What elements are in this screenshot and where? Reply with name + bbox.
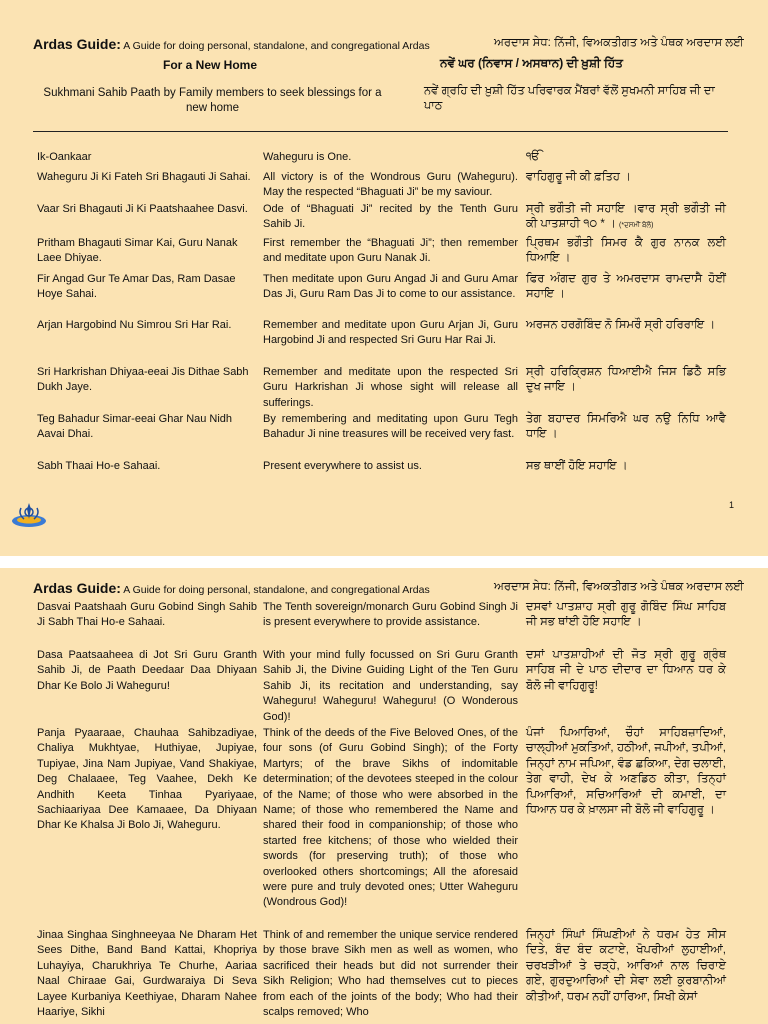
row-translit: Fir Angad Gur Te Amar Das, Ram Dasae Hoye Sahai.: [37, 273, 236, 301]
recite-note: (*ਦਸਮੀਂ ਬੋਲੋ): [619, 222, 654, 230]
page-2: [0, 568, 768, 1024]
row-translit: Ik-Oankaar: [37, 151, 92, 163]
header-title-gurmukhi: ਅਰਦਾਸ ਸੇਧ: ਨਿੱਜੀ, ਵਿਅਕਤੀਗਤ ਅਤੇ ਪੰਥਕ ਅਰਦਾਸ ਲਈ: [494, 37, 744, 49]
row-gurmukhi: ਤੇਗ ਬਹਾਦਰ ਸਿਮਰਿਐ ਘਰ ਨਉ ਨਿਧਿ ਆਵੈ ਧਾਇ ।: [526, 413, 726, 441]
row-english: Think of the deeds of the Five Beloved Ones, of the four sons (of Guru Gobind Singh); of the Forty Martyrs; of the brave Sikhs of indomitable determination; of the devotees steeped in the colour of the Name; of those who were absorbed in the Name; of those who remembered the Name and shared their food in companionship; of those who started free kitchens; of those who wielded their swords (for preserving truth); of those who overlooked others shortcomings; All the aforesaid were pure and truly devoted ones; Utter Waheguru (Wondrous God)!: [263, 727, 518, 909]
intro-text-gurmukhi: ਨਵੇਂ ਗ੍ਰਹਿ ਦੀ ਖ਼ੁਸ਼ੀ ਹਿੱਤ ਪਰਿਵਾਰਕ ਮੈਂਬਰਾਂ ਵੱਲੋਂ ਸੁਖਮਨੀ ਸਾਹਿਬ ਜੀ ਦਾ ਪਾਠ: [424, 85, 715, 112]
row-gurmukhi: ਜਿਨ੍ਹਾਂ ਸਿੰਘਾਂ ਸਿੰਘਣੀਆਂ ਨੇ ਧਰਮ ਹੇਤ ਸੀਸ ਦਿਤੇ, ਬੰਦ ਬੰਦ ਕਟਾਏ, ਖੋਪਰੀਆਂ ਲੁਹਾਈਆਂ, ਚਰਖੜੀਆਂ ਤੇ ਚੜ੍ਹੇ, ਆਰਿਆਂ ਨਾਲ ਚਿਰਾਏ ਗਏ, ਗੁਰਦੁਆਰਿਆਂ ਦੀ ਸੇਵਾ ਲਈ ਕੁਰਬਾਨੀਆਂ ਕੀਤੀਆਂ, ਧਰਮ ਨਹੀਂ ਹਾਰਿਆ, ਸਿਖੀ ਕੇਸਾਂ: [526, 929, 726, 1003]
row-gurmukhi: ਪੰਜਾਂ ਪਿਆਰਿਆਂ, ਚੌਹਾਂ ਸਾਹਿਬਜ਼ਾਦਿਆਂ, ਚਾਲ੍ਹੀਆਂ ਮੁਕਤਿਆਂ, ਹਠੀਆਂ, ਜਪੀਆਂ, ਤਪੀਆਂ, ਜਿਨ੍ਹਾਂ ਨਾਮ ਜਪਿਆ, ਵੰਡ ਛਕਿਆ, ਦੇਗ ਚਲਾਈ, ਤੇਗ ਵਾਹੀ, ਦੇਖ ਕੇ ਅਣਡਿਠ ਕੀਤਾ, ਤਿਨ੍ਹਾਂ ਪਿਆਰਿਆਂ, ਸਚਿਆਰਿਆਂ ਦੀ ਕਮਾਈ, ਦਾ ਧਿਆਨ ਧਰ ਕੇ ਖ਼ਾਲਸਾ ਜੀ ਬੋਲੋ ਜੀ ਵਾਹਿਗੁਰੂ ।: [526, 727, 726, 817]
row-translit: Teg Bahadur Simar-eeai Ghar Nau Nidh Aavai Dhai.: [37, 413, 233, 441]
row-gurmukhi: ਸ੍ਰੀ ਹਰਿਕ੍ਰਿਸ਼ਨ ਧਿਆਈਐ ਜਿਸ ਡਿਠੈ ਸਭਿ ਦੁਖ ਜਾਇ ।: [526, 366, 726, 394]
row-translit: Waheguru Ji Ki Fateh Sri Bhagauti Ji Sahai.: [37, 171, 251, 183]
row-gurmukhi: ਵਾਹਿਗੁਰੂ ਜੀ ਕੀ ਫ਼ਤਿਹ ।: [526, 171, 631, 183]
row-gurmukhi: ਪ੍ਰਿਥਮ ਭਗੌਤੀ ਸਿਮਰ ਕੈ ਗੁਰ ਨਾਨਕ ਲਈ ਧਿਆਇ ।: [526, 237, 726, 265]
row-translit: Vaar Sri Bhagauti Ji Ki Paatshaahee Dasvi.: [37, 203, 248, 215]
row-english: Present everywhere to assist us.: [263, 460, 422, 472]
row-english: Remember and meditate upon Guru Arjan Ji, Guru Hargobind Ji and respected Sri Guru Har Rai Ji.: [263, 319, 518, 347]
row-gurmukhi: ੴ: [526, 151, 540, 163]
row-english: Remember and meditate upon the respected Sri Guru Harkrishan Ji whose sight will release all sufferings.: [263, 366, 518, 409]
row-translit: Dasvai Paatshaah Guru Gobind Singh Sahib Ji Sabh Thai Ho-e Sahaai.: [37, 601, 257, 629]
row-gurmukhi: ਦਸਾਂ ਪਾਤਸ਼ਾਹੀਆਂ ਦੀ ਜੋਤ ਸ੍ਰੀ ਗੁਰੂ ਗ੍ਰੰਥ ਸਾਹਿਬ ਜੀ ਦੇ ਪਾਠ ਦੀਦਾਰ ਦਾ ਧਿਆਨ ਧਰ ਕੇ ਬੋਲੋ ਜੀ ਵਾਹਿਗੁਰੂ!: [526, 649, 726, 692]
row-translit: Jinaa Singhaa Singhneeyaa Ne Dharam Het Sees Dithe, Band Band Kattai, Khopriya Luhayiya, Charukhriya Te Churhe, Aariaa Naal Chiraae Gai, Gurdwaraiya Di Seva Layee Kurbaniya Keethiyae, Dharam Nahee Haariye, Sikhi: [37, 929, 257, 1019]
header-title-gurmukhi: ਅਰਦਾਸ ਸੇਧ: ਨਿੱਜੀ, ਵਿਅਕਤੀਗਤ ਅਤੇ ਪੰਥਕ ਅਰਦਾਸ ਲਈ: [494, 581, 744, 593]
row-english: Ode of “Bhaguati Ji” recited by the Tenth Guru Sahib Ji.: [263, 203, 518, 231]
row-gurmukhi: ਅਰਜਨ ਹਰਗੋਬਿੰਦ ਨੋ ਸਿਮਰੌ ਸ੍ਰੀ ਹਰਿਰਾਇ ।: [526, 319, 716, 331]
subtitle: For a New Home: [162, 58, 258, 72]
row-translit: Pritham Bhagauti Simar Kai, Guru Nanak Laee Dhiyae.: [37, 237, 238, 265]
header-title: Ardas Guide: A Guide for doing personal, standalone, and congregational Ardas: [33, 36, 430, 52]
row-english: All victory is of the Wondrous Guru (Waheguru). May the respected “Bhaguati Ji” be my saviour.: [263, 171, 518, 199]
khanda-logo-icon: [10, 500, 48, 530]
row-translit: Sabh Thaai Ho-e Sahaai.: [37, 460, 161, 472]
header-title: Ardas Guide: A Guide for doing personal, standalone, and congregational Ardas: [33, 580, 430, 596]
row-english: With your mind fully focussed on Sri Guru Granth Sahib Ji, the Divine Guiding Light of the Ten Guru Sahib Ji, its recitation and understanding, say Waheguru! Waheguru! Waheguru! (O Wonderous God)!: [263, 649, 518, 723]
row-english: By remembering and meditating upon Guru Tegh Bahadur Ji nine treasures will be received very fast.: [263, 413, 518, 441]
row-translit: Panja Pyaaraae, Chauhaa Sahibzadiyae, Chaliya Mukhtyae, Huthiyae, Jupiyae, Tupiyae, Jina Nam Jupiyae, Vand Shakiyae, Deg Chalaaee, Teg Vaahee, Dekh Ke Andhith Keeta Tinhaa Pyariyaae, Sachiaariyaa Dee Kamaaee, Da Dhiyaan Dhar Ke Khalsa Ji Bolo Ji, Waheguru.: [37, 727, 257, 832]
row-english: Waheguru is One.: [263, 151, 352, 163]
divider: [33, 131, 728, 132]
row-gurmukhi: ਸਭ ਥਾਈਂ ਹੋਇ ਸਹਾਇ ।: [526, 460, 628, 472]
row-gurmukhi: ਦਸਵਾਂ ਪਾਤਸ਼ਾਹ ਸ੍ਰੀ ਗੁਰੂ ਗੋਬਿੰਦ ਸਿੰਘ ਸਾਹਿਬ ਜੀ ਸਭ ਥਾਂਈ ਹੋਇ ਸਹਾਇ ।: [526, 601, 726, 629]
intro-text: Sukhmani Sahib Paath by Family members to seek blessings for a new home: [43, 87, 382, 114]
row-gurmukhi: ਸ੍ਰੀ ਭਗੌਤੀ ਜੀ ਸਹਾਇ ।ਵਾਰ ਸ੍ਰੀ ਭਗੌਤੀ ਜੀ ਕੀ ਪਾਤਸ਼ਾਹੀ ੧੦ * । (*ਦਸਮੀਂ ਬੋਲੋ): [526, 203, 726, 231]
row-english: First remember the “Bhaguati Ji”; then remember and meditate upon Guru Nanak Ji.: [263, 237, 518, 265]
subtitle-gurmukhi: ਨਵੇਂ ਘਰ (ਨਿਵਾਸ / ਅਸਥਾਨ) ਦੀ ਖ਼ੁਸ਼ੀ ਹਿੱਤ: [440, 56, 623, 70]
row-english: Then meditate upon Guru Angad Ji and Guru Amar Das Ji, Guru Ram Das Ji to come to our assistance.: [263, 273, 518, 301]
row-english: The Tenth sovereign/monarch Guru Gobind Singh Ji is present everywhere to provide assistance.: [263, 601, 518, 629]
page-number: 1: [728, 500, 734, 510]
row-translit: Sri Harkrishan Dhiyaa-eeai Jis Dithae Sabh Dukh Jaye.: [37, 366, 249, 394]
row-gurmukhi: ਫਿਰ ਅੰਗਦ ਗੁਰ ਤੇ ਅਮਰਦਾਸ ਰਾਮਦਾਸੈ ਹੋਈਂ ਸਹਾਇ ।: [526, 273, 726, 301]
row-english: Think of and remember the unique service rendered by those brave Sikh men as well as women, who sacrificed their heads but did not surrender their Sikh Religion; Who had themselves cut to pieces from each of the joints of the body; Who had their scalps removed; Who: [263, 929, 518, 1019]
row-translit: Arjan Hargobind Nu Simrou Sri Har Rai.: [37, 319, 232, 331]
row-translit: Dasa Paatsaaheea di Jot Sri Guru Granth Sahib Ji, de Paath Deedaar Daa Dhiyaan Dhar Ke Bolo Ji Waheguru!: [37, 649, 257, 692]
